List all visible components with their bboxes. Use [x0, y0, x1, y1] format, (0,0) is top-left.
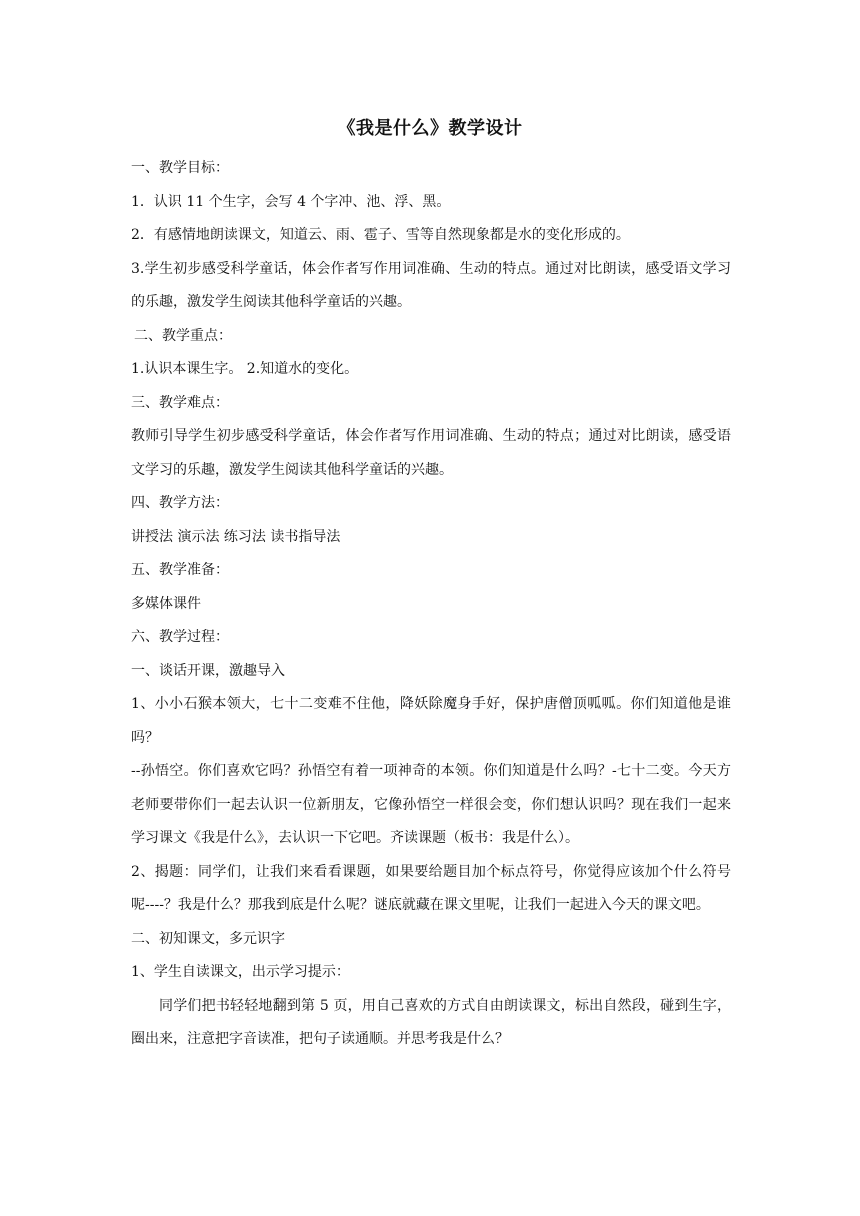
process-step-1-answer: --孙悟空。你们喜欢它吗？孙悟空有着一项神奇的本领。你们知道是什么吗？-七十二变。今天方老师要带你们一起去认识一位新朋友，它像孙悟空一样很会变，你们想认识吗？现在我们一起来学习课文《我是什么》，去认识一下它吧。齐读课题（板书：我是什么）。: [131, 763, 731, 846]
methods-text: 讲授法 演示法 练习法 读书指导法: [131, 528, 341, 545]
difficulties-text: 教师引导学生初步感受科学童话，体会作者写作用词准确、生动的特点；通过对比朗读，感受语文学习的乐趣，激发学生阅读其他科学童话的兴趣。: [131, 428, 731, 478]
process-step-1-heading: 一、谈话开课，激趣导入: [131, 662, 285, 679]
heading-difficulties: 三、教学难点：: [131, 394, 229, 411]
goal-item-3: 3.学生初步感受科学童话，体会作者写作用词准确、生动的特点。通过对比朗读，感受语文学习的乐趣，激发学生阅读其他科学童话的兴趣。: [131, 260, 731, 310]
process-step-2-instructions: 同学们把书轻轻地翻到第 5 页，用自己喜欢的方式自由朗读课文，标出自然段，碰到生字，圈出来，注意把字音读准，把句子读通顺。并思考我是什么？: [131, 997, 731, 1047]
heading-preparation: 五、教学准备：: [131, 562, 229, 578]
heading-methods: 四、教学方法：: [131, 495, 229, 511]
goal-item-1: 1．认识 11 个生字，会写 4 个字冲、池、浮、黑。: [131, 193, 451, 210]
document-body: [131, 152, 731, 1057]
heading-key-points: 二、教学重点：: [134, 327, 232, 344]
heading-process: 六、教学过程：: [131, 629, 229, 645]
process-step-2-item-1: 1、学生自读课文，出示学习提示：: [131, 964, 350, 980]
process-step-1-item-1: 1、小小石猴本领大，七十二变难不住他，降妖除魔身手好，保护唐僧顶呱呱。你们知道他是谁吗？: [131, 696, 731, 746]
key-points-text: 1.认识本课生字。 2.知道水的变化。: [131, 361, 359, 377]
process-step-2-heading: 二、初知课文，多元识字: [131, 930, 285, 947]
goal-item-2: 2．有感情地朗读课文，知道云、雨、雹子、雪等自然现象都是水的变化形成的。: [131, 227, 630, 243]
document-title: 《我是什么》教学设计: [337, 118, 523, 139]
process-step-1-item-2: 2、揭题：同学们，让我们来看看课题，如果要给题目加个标点符号，你觉得应该加个什么符号呢----？我是什么？那我到底是什么呢？谜底就藏在课文里呢，让我们一起进入今天的课文吧。: [131, 863, 731, 913]
heading-teaching-goals: 一、教学目标：: [131, 160, 229, 176]
preparation-text: 多媒体课件: [131, 595, 201, 612]
